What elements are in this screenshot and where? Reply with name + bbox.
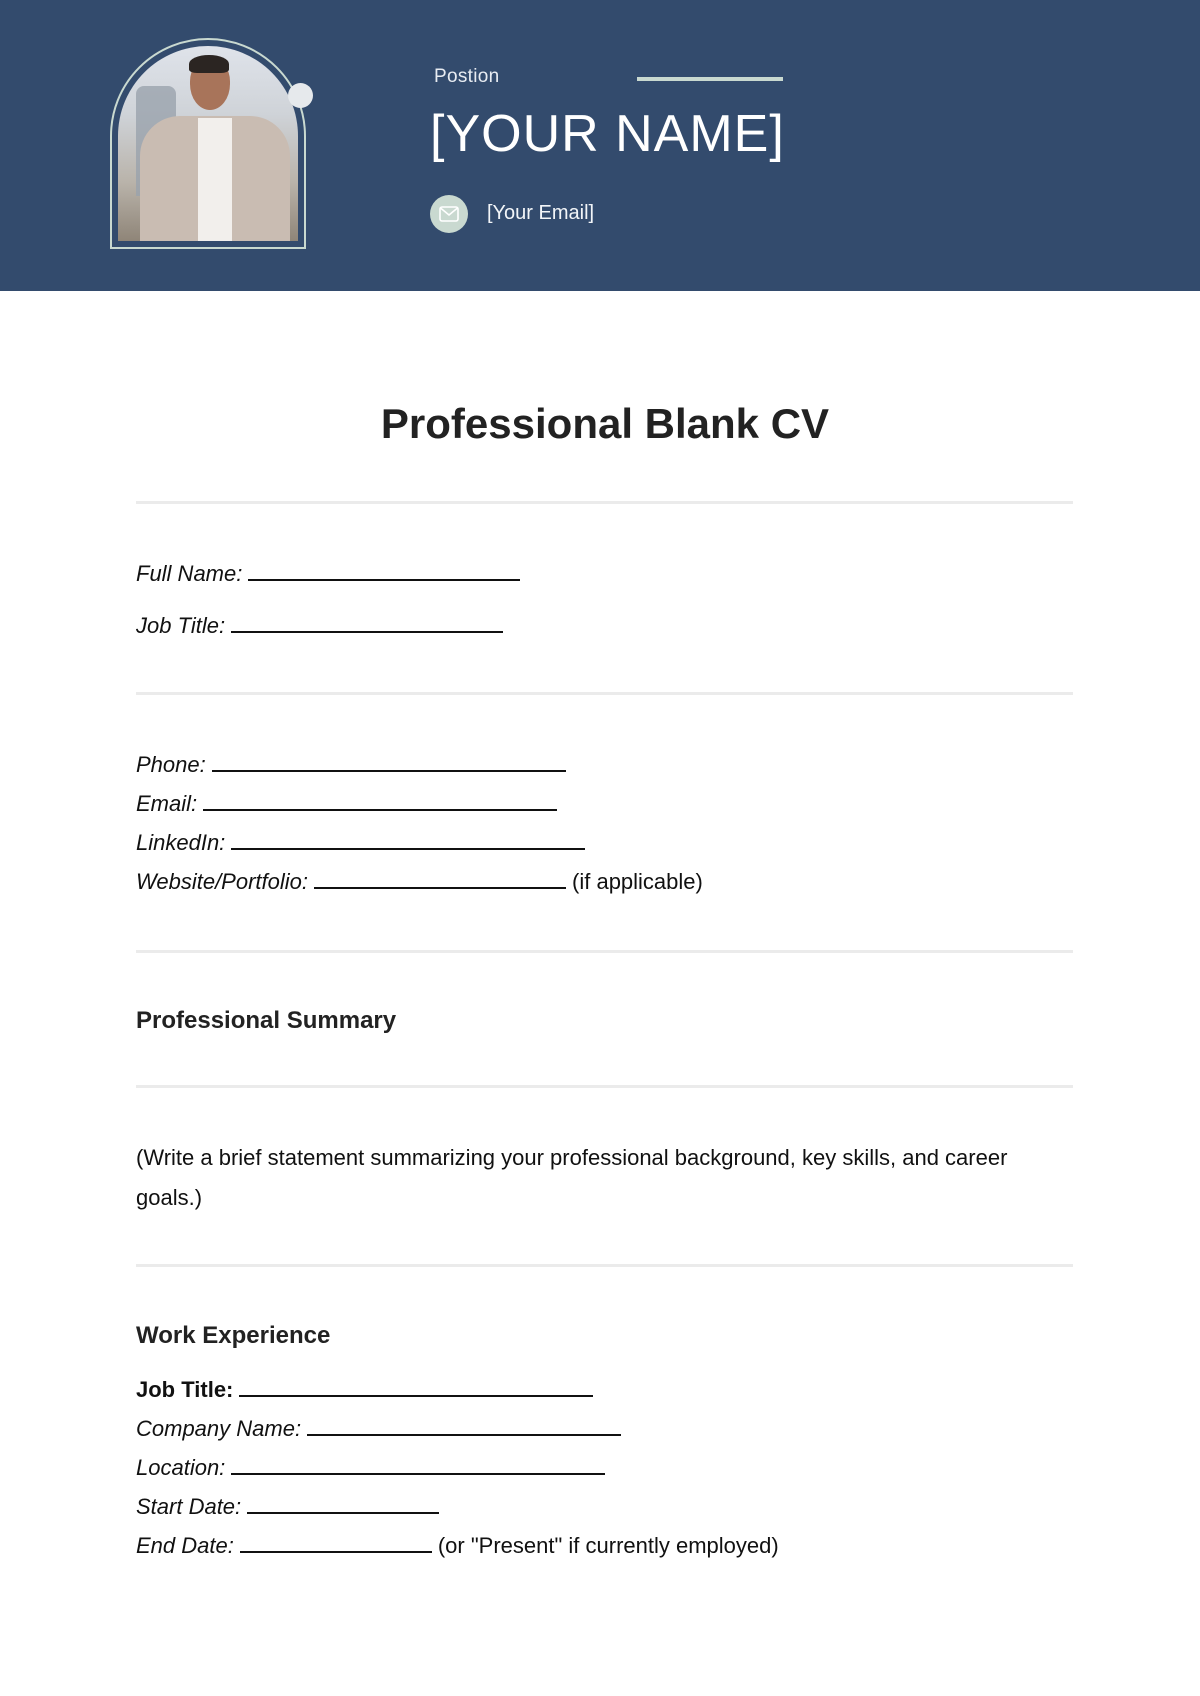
- field-label: LinkedIn:: [136, 830, 226, 855]
- profile-photo: [118, 46, 298, 241]
- field-phone: [136, 752, 566, 778]
- email-text: [Your Email]: [487, 202, 595, 224]
- blank-line[interactable]: [307, 1418, 621, 1436]
- position-label: Postion: [434, 66, 500, 87]
- field-job-title: [136, 613, 503, 639]
- field-email: [136, 791, 557, 817]
- divider: [136, 950, 1073, 953]
- field-label: Job Title:: [136, 613, 226, 638]
- accent-line: [637, 77, 783, 81]
- blank-line[interactable]: [239, 1379, 593, 1397]
- divider: [136, 692, 1073, 695]
- field-note: (or "Present" if currently employed): [437, 1533, 779, 1558]
- field-label: Company Name:: [136, 1416, 302, 1441]
- field-location: [136, 1455, 605, 1481]
- field-label: Location:: [136, 1455, 226, 1480]
- field-company-name: [136, 1416, 621, 1442]
- field-note: (if applicable): [572, 869, 703, 894]
- blank-line[interactable]: [248, 563, 520, 581]
- divider: [136, 501, 1073, 504]
- blank-line[interactable]: [231, 832, 585, 850]
- blank-line[interactable]: [212, 754, 566, 772]
- blank-line[interactable]: [203, 793, 557, 811]
- photo-shirt: [198, 118, 232, 241]
- field-website: [136, 869, 703, 895]
- field-label: Start Date:: [136, 1494, 242, 1519]
- header-band: [0, 0, 1200, 291]
- photo-hair: [189, 55, 229, 73]
- field-label: End Date:: [136, 1533, 234, 1558]
- field-label: Website/Portfolio:: [136, 869, 309, 894]
- blank-line[interactable]: [247, 1496, 439, 1514]
- field-end-date: [136, 1533, 779, 1559]
- envelope-icon: [430, 195, 468, 233]
- field-label: Full Name:: [136, 561, 243, 586]
- name-heading: [YOUR NAME]: [430, 105, 785, 163]
- field-linkedin: [136, 830, 585, 856]
- divider: [136, 1085, 1073, 1088]
- divider: [136, 1264, 1073, 1267]
- section-heading-summary: Professional Summary: [136, 1007, 397, 1034]
- field-label: Job Title:: [136, 1377, 234, 1402]
- document-title: Professional Blank CV: [380, 400, 830, 447]
- blank-line[interactable]: [240, 1535, 432, 1553]
- field-exp-job-title: [136, 1377, 593, 1403]
- section-heading-experience: Work Experience: [136, 1322, 331, 1349]
- field-label: Email:: [136, 791, 198, 816]
- field-full-name: [136, 561, 520, 587]
- field-label: Phone:: [136, 752, 206, 777]
- blank-line[interactable]: [231, 615, 503, 633]
- blank-line[interactable]: [314, 871, 566, 889]
- summary-text: (Write a brief statement summarizing your professional background, key skills, and career goals.): [136, 1145, 1008, 1210]
- field-start-date: [136, 1494, 439, 1520]
- profile-photo-frame: [110, 38, 306, 249]
- blank-line[interactable]: [231, 1457, 605, 1475]
- decorative-dot: [288, 83, 313, 108]
